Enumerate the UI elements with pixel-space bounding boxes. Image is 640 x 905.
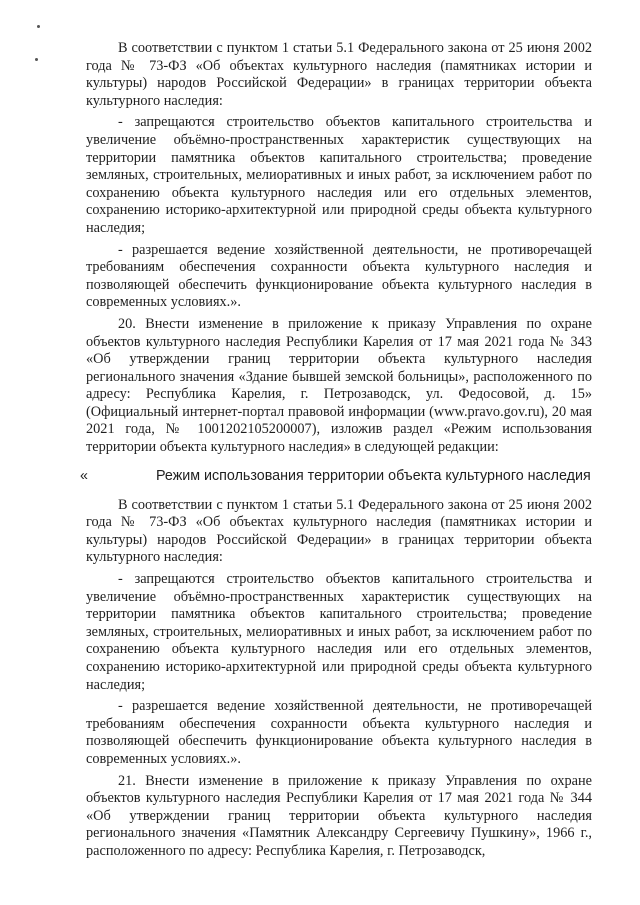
section-b-intro: В соответствии с пунктом 1 статьи 5.1 Федерального закона от 25 июня 2002 года № 73-ФЗ «Об объектах культурного наследия (памятниках истории и культуры) народов Российской Федерации» в границах территории объекта культурного наследия: xyxy=(86,496,592,566)
section-b-prohibited-clause: - запрещаются строительство объектов капитального строительства и увеличение объёмно-пространственных характеристик существующих на территории памятника объектов капитального строительства; проведение земляных, строительных, мелиоративных и иных работ, за исключением работ по сохранению объекта культурного наследия или его отдельных элементов, сохранению историко-архитектурной или природной среды объекта культурного наследия; xyxy=(86,571,592,693)
heading-title: Режим использования территории объекта культурного наследия xyxy=(156,467,591,484)
section-b-permitted-clause: - разрешается ведение хозяйственной деятельности, не противоречащей требованиям обеспечения сохранности объекта культурного наследия и позволяющей обеспечить функционирование объекта культурного наследия в современных условиях.». xyxy=(86,698,592,767)
item-20-paragraph: 20. Внести изменение в приложение к приказу Управления по охране объектов культурного наследия Республики Карелия от 17 мая 2021 года № 343 «Об утверждении границ территории объекта культурного наследия регионального значения «Здание бывшей земской больницы», расположенного по адресу: Республика Карелия, г. Петрозаводск, ул. Федосовой, д. 15» (Официальный интернет-портал правовой информации (www.pravo.gov.ru), 20 мая 2021 года, № 1001202105200007), изложив раздел «Режим использования территории объекта культурного наследия» в следующей редакции: xyxy=(86,315,592,456)
heading-open-quote: « xyxy=(80,467,88,484)
section-a-prohibited-clause: - запрещаются строительство объектов капитального строительства и увеличение объёмно-пространственных характеристик существующих на территории памятника объектов капитального строительства; проведение земляных, строительных, мелиоративных и иных работ, за исключением работ по сохранению объекта культурного наследия или его отдельных элементов, сохранению историко-архитектурной или природной среды объекта культурного наследия; xyxy=(86,114,592,236)
scan-speck xyxy=(37,25,40,28)
section-a-intro: В соответствии с пунктом 1 статьи 5.1 Федерального закона от 25 июня 2002 года № 73-ФЗ «Об объектах культурного наследия (памятниках истории и культуры) народов Российской Федерации» в границах территории объекта культурного наследия: xyxy=(86,40,592,109)
item-21-paragraph: 21. Внести изменение в приложение к приказу Управления по охране объектов культурного наследия Республики Карелия от 17 мая 2021 года № 344 «Об утверждении границ территории объекта культурного наследия регионального значения «Памятник Александру Сергеевичу Пушкину», 1966 г., расположенного по адресу: Республика Карелия, г. Петрозаводск, xyxy=(86,772,592,859)
document-body xyxy=(80,40,592,861)
section-heading xyxy=(80,467,592,485)
scan-speck xyxy=(35,58,38,61)
section-a-permitted-clause: - разрешается ведение хозяйственной деятельности, не противоречащей требованиям обеспечения сохранности объекта культурного наследия и позволяющей обеспечить функционирование объекта культурного наследия в современных условиях.». xyxy=(86,241,592,311)
